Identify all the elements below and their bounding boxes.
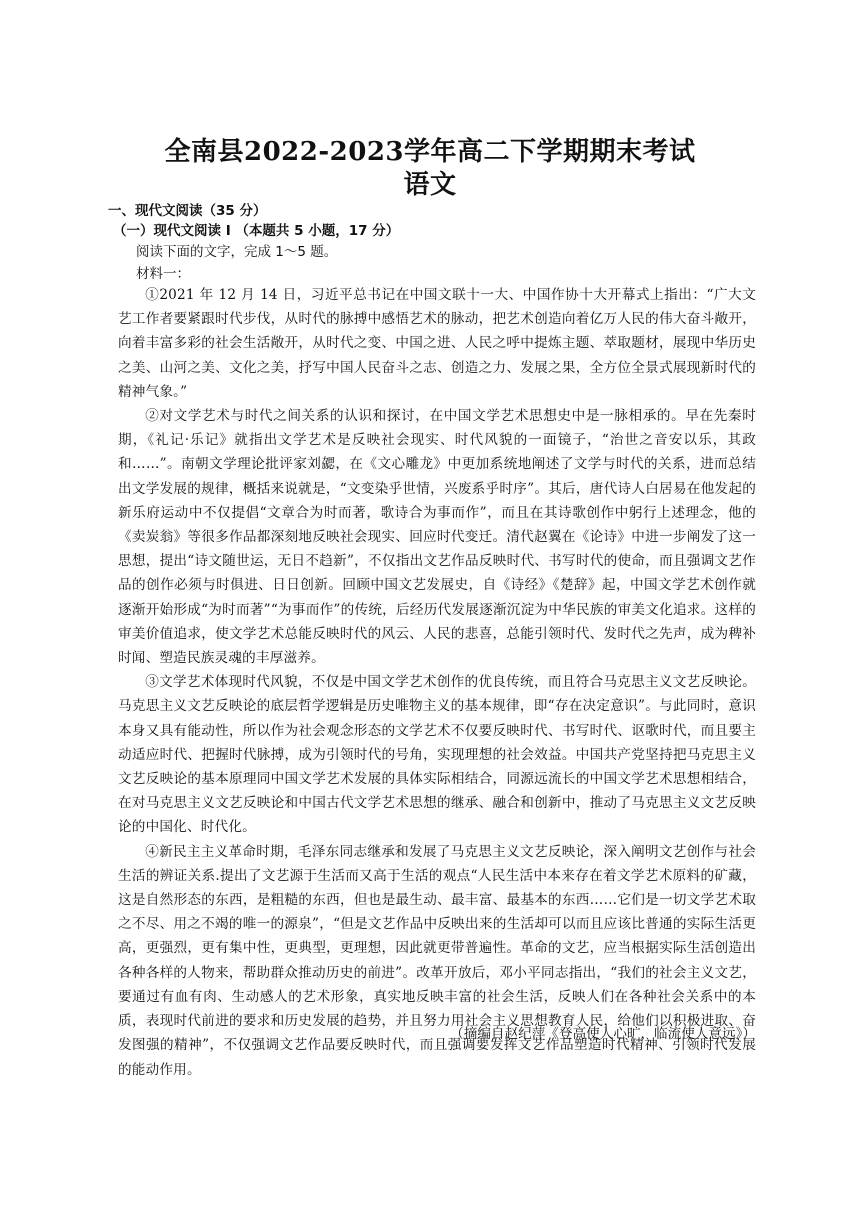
material-label: 材料一： [136, 266, 190, 282]
paragraph-2: ②对文学艺术与时代之间关系的认识和探讨，在中国文学艺术思想史中是一脉相承的。早在先秦时期，《礼记·乐记》就指出文学艺术是反映社会现实、时代风貌的一面镜子，“治世之音安以乐，其政和……”。南朝文学理论批评家刘勰，在《文心雕龙》中更加系统地阐述了文学与时代的关系，进而总结出文学发展的规律，概括来说就是，“文变染乎世情，兴废系乎时序”。其后，唐代诗人白居易在他发起的新乐府运动中不仅提倡“文章合为时而著，歌诗合为事而作”，而且在其诗歌创作中躬行上述理念，他的《卖炭翁》等很多作品都深刻地反映社会现实、回应时代变迁。清代赵翼在《论诗》中进一步阐发了这一思想，提出“诗文随世运，无日不趋新”，不仅指出文艺作品反映时代、书写时代的使命，而且强调文艺作品的创作必须与时俱进、日日创新。回顾中国文艺发展史，自《诗经》《楚辞》起，中国文学艺术创作就逐渐开始形成“为时而著”“为事而作”的传统，后经历代发展逐渐沉淀为中华民族的审美文化追求。这样的审美价值追求，使文学艺术总能反映时代的风云、人民的悲喜，总能引领时代、发时代之先声，成为稗补时闻、塑造民族灵魂的丰厚滋养。 [118, 408, 756, 667]
passage-body [118, 283, 756, 1082]
subsection-heading: （一）现代文阅读 I （本题共 5 小题，17 分） [113, 223, 400, 239]
paragraph-4: ④新民主主义革命时期，毛泽东同志继承和发展了马克思主义文艺反映论，深入阐明文艺创作与社会生活的辨证关系.提出了文艺源于生活而又高于生活的观点“人民生活中本来存在着文学艺术原料的矿藏，这是自然形态的东西，是粗糙的东西，但也是最生动、最丰富、最基本的东西……它们是一切文学艺术取之不尽、用之不竭的唯一的源泉”，“但是文艺作品中反映出来的生活却可以而且应该比普通的实际生活更高，更强烈，更有集中性，更典型，更理想，因此就更带普遍性。革命的文艺，应当根据实际生活创造出各种各样的人物来，帮助群众推动历史的前进”。改革开放后，邓小平同志指出，“我们的社会主义文艺，要通过有血有肉、生动感人的艺术形象，真实地反映丰富的社会生活，反映人们在各种社会关系中的本质，表现时代前进的要求和历史发展的趋势，并且努力用社会主义思想教育人民，给他们以积极进取、奋发图强的精神”，不仅强调文艺作品要反映时代，而且强调要发挥文艺作品塑造时代精神、引领时代发展的能动作用。 [118, 843, 756, 1078]
subject-title: 语文 [403, 170, 457, 200]
paragraph-1: ①2021 年 12 月 14 日，习近平总书记在中国文联十一大、中国作协十大开幕式上指出：“广大文艺工作者要紧跟时代步伐，从时代的脉搏中感悟艺术的脉动，把艺术创造向着亿万人民的伟大奋斗敞开，向着丰富多彩的社会生活敞开，从时代之变、中国之进、人民之呼中提炼主题、萃取题材，展现中华历史之美、山河之美、文化之美，抒写中国人民奋斗之志、创造之力、发展之果，全方位全景式展现新时代的精神气象。” [118, 287, 756, 400]
source-note: （摘编自赵纪萍《登高使人心旷，临流使人意远》） [450, 1026, 756, 1042]
section-heading: 一、现代文阅读（35 分） [108, 203, 267, 219]
reading-instruction: 阅读下面的文字，完成 1～5 题。 [136, 244, 338, 260]
exam-title: 全南县2022-2023学年高二下学期期末考试 [164, 137, 696, 167]
paragraph-3: ③文学艺术体现时代风貌，不仅是中国文学艺术创作的优良传统，而且符合马克思主义文艺反映论。马克思主义文艺反映论的底层哲学逻辑是历史唯物主义的基本规律，即“存在决定意识”。与此同时，意识本身又具有能动性，所以作为社会观念形态的文学艺术不仅要反映时代、书写时代、讴歌时代，而且要主动适应时代、把握时代脉搏，成为引领时代的号角，实现理想的社会效益。中国共产党坚持把马克思主义文艺反映论的基本原理同中国文学艺术发展的具体实际相结合，同源远流长的中国文学艺术思想相结合，在对马克思主义文艺反映论和中国古代文学艺术思想的继承、融合和创新中，推动了马克思主义文艺反映论的中国化、时代化。 [118, 674, 756, 836]
